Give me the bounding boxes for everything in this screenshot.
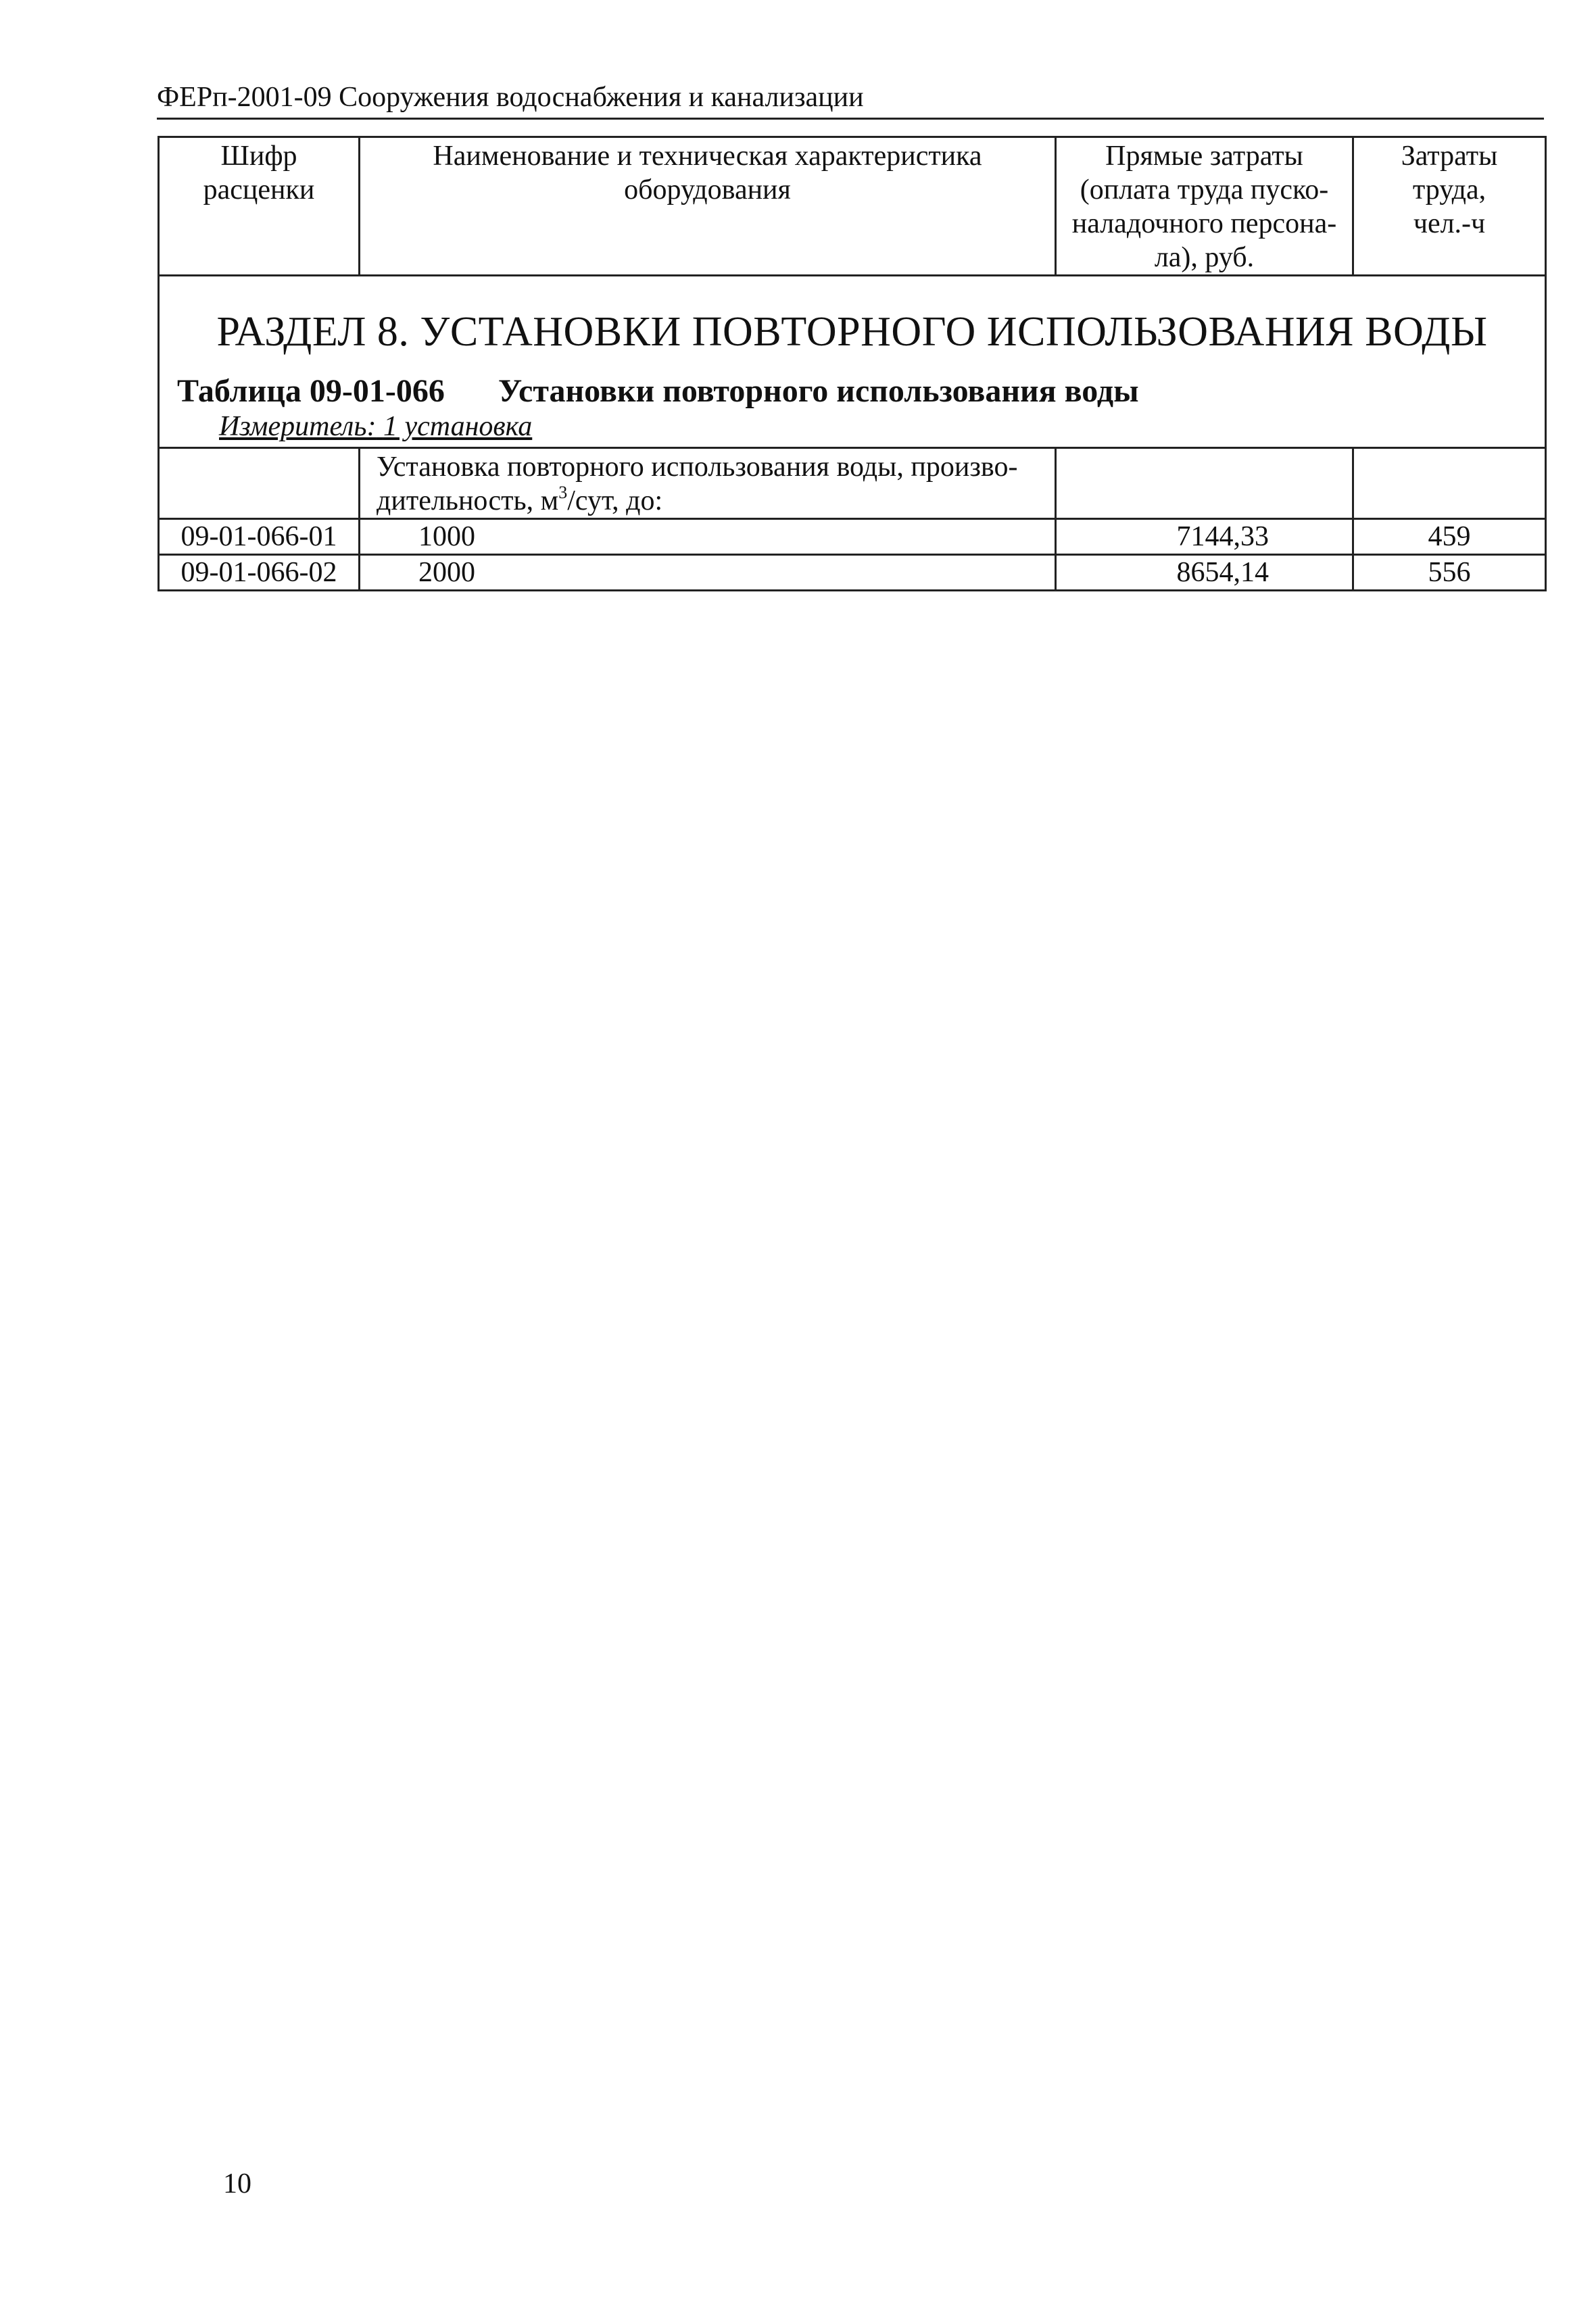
table-row — [159, 555, 1546, 591]
measure-line — [219, 410, 532, 443]
header-code-line: расценки — [203, 174, 315, 205]
header-direct-costs-line: Прямые затраты — [1105, 141, 1303, 172]
intro-labor-cell — [1353, 448, 1546, 519]
table-row — [159, 519, 1546, 555]
section-row — [159, 276, 1546, 448]
table-caption — [177, 372, 1139, 410]
header-name — [360, 137, 1056, 276]
header-name-line: Наименование и техническая характеристика — [433, 141, 982, 172]
row-labor: 556 — [1353, 555, 1546, 591]
header-labor — [1353, 137, 1546, 276]
header-direct-costs — [1056, 137, 1353, 276]
table-number: Таблица 09-01-066 — [177, 373, 445, 409]
intro-name-cell — [360, 448, 1056, 519]
row-direct-cost: 8654,14 — [1056, 555, 1353, 591]
intro-line-tail: /сут, до: — [567, 485, 663, 516]
header-direct-costs-line: наладочного персона- — [1071, 208, 1337, 239]
measure-value: 1 установка — [383, 411, 533, 442]
rates-table-frame — [158, 136, 1545, 591]
intro-line: Установка повторного использования воды, произво- — [377, 452, 1018, 483]
header-code-line: Шифр — [220, 141, 297, 172]
header-labor-line: чел.-ч — [1413, 208, 1486, 239]
rates-table — [158, 136, 1547, 591]
row-code: 09-01-066-01 — [159, 519, 360, 555]
intro-code-cell — [159, 448, 360, 519]
header-direct-costs-line: (оплата труда пуско- — [1080, 174, 1329, 205]
row-capacity: 2000 — [360, 555, 1056, 591]
row-capacity: 1000 — [360, 519, 1056, 555]
measure-label: Измеритель: — [219, 411, 377, 442]
unit-superscript: 3 — [558, 483, 568, 502]
header-labor-line: Затраты — [1401, 141, 1498, 172]
table-header-row — [159, 137, 1546, 276]
page-number: 10 — [223, 2168, 251, 2199]
running-head: ФЕРп-2001-09 Сооружения водоснабжения и канализации — [157, 80, 1544, 120]
row-labor: 459 — [1353, 519, 1546, 555]
section-title: РАЗДЕЛ 8. УСТАНОВКИ ПОВТОРНОГО ИСПОЛЬЗОВАНИЯ ВОДЫ — [216, 309, 1488, 355]
row-direct-cost: 7144,33 — [1056, 519, 1353, 555]
header-name-line: оборудования — [624, 174, 791, 205]
header-code — [159, 137, 360, 276]
row-code: 09-01-066-02 — [159, 555, 360, 591]
intro-cost-cell — [1056, 448, 1353, 519]
header-labor-line: труда, — [1412, 174, 1486, 205]
section-cell — [159, 276, 1546, 448]
table-intro-row — [159, 448, 1546, 519]
intro-line: дительность, м — [377, 485, 559, 516]
table-name: Установки повторного использования воды — [498, 373, 1139, 409]
header-direct-costs-line: ла), руб. — [1154, 242, 1255, 273]
